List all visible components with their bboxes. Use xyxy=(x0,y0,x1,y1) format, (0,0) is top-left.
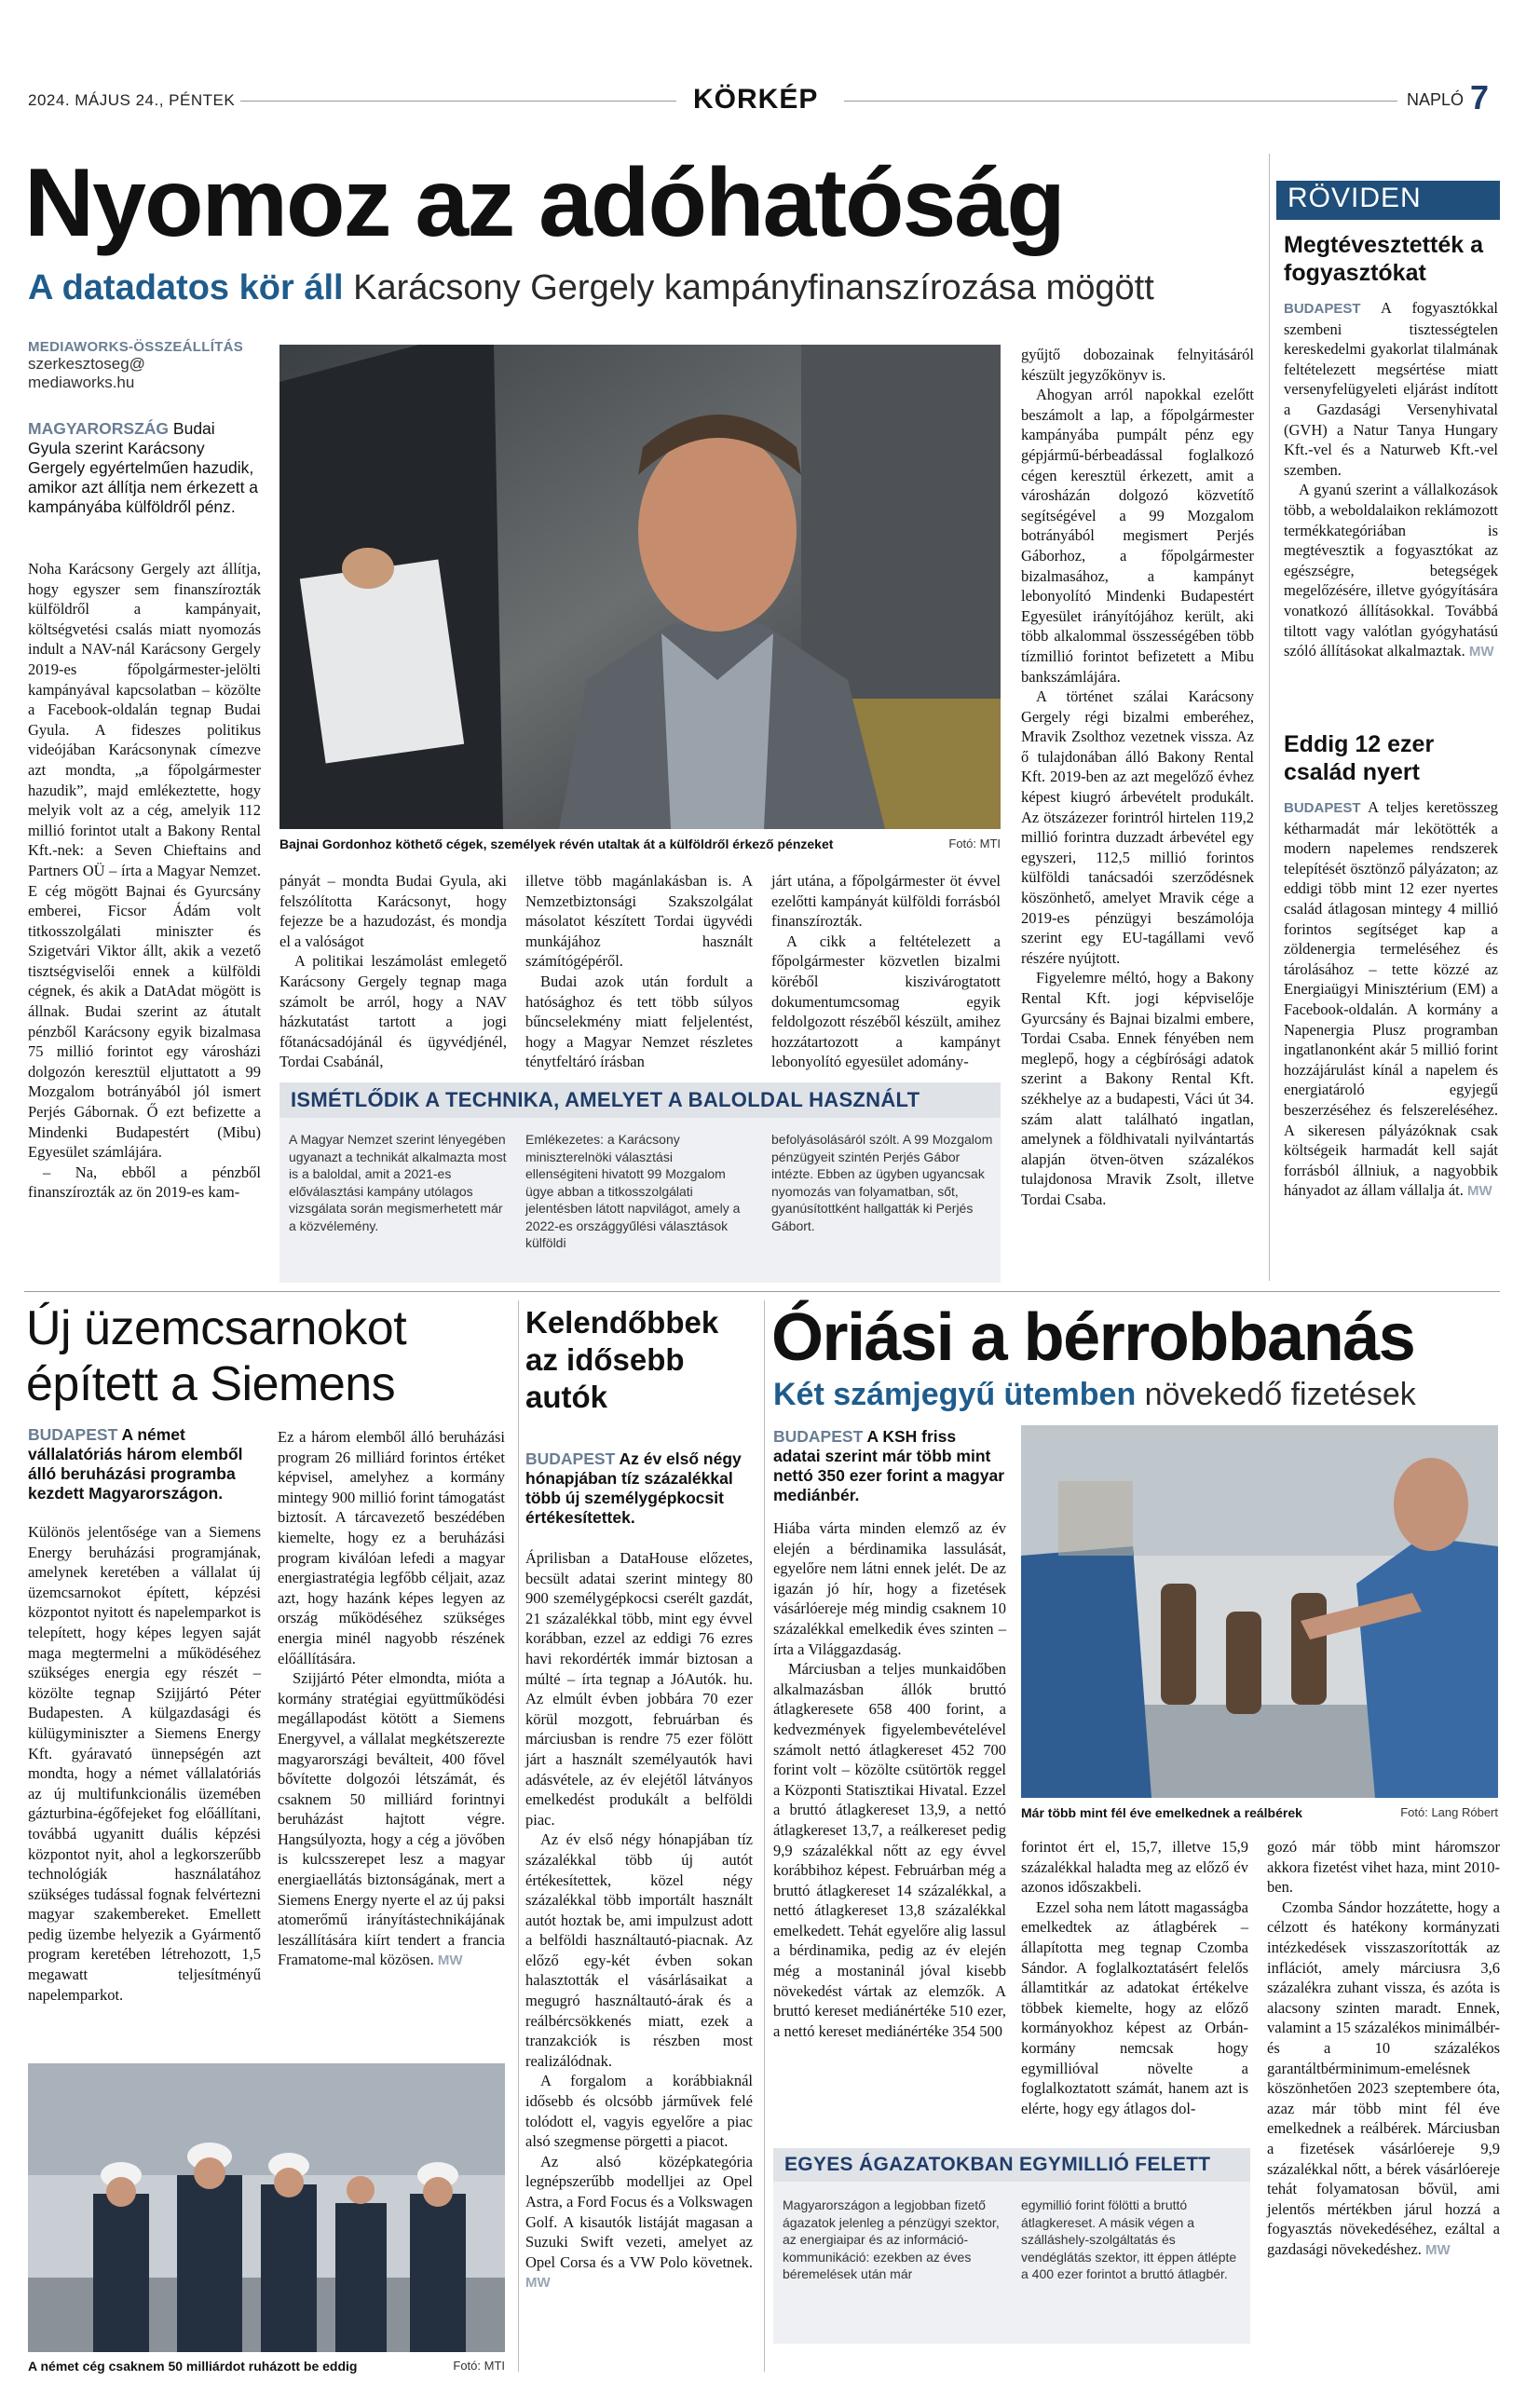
main-col5 xyxy=(1021,345,1254,1210)
main-lead-text: Budai Gyula szerint Karácsony Gergely egyértelműen hazudik, amikor azt állítja nem érkezett a kampányába külföldről pénz. xyxy=(28,419,259,516)
wages-photo-image xyxy=(1021,1425,1498,1798)
wages-photo-caption-text: Már több mint fél éve emelkednek a reálbérek xyxy=(1021,1805,1302,1820)
wages-col3 xyxy=(1267,1837,1500,2260)
sidebar-item2-text: A teljes keretösszeg kétharmadát már lekötötték a modern napelemes rendszerek telepítését ösztönző pályázaton; az eddigi több mint 12 ezer nyertes család átlagosan mintegy 4 millió forintos segítséget kap a zöldenergia termeléséhez és tárolásához – tette közzé az Energiaügyi Minisztérium (EM) a Facebook-oldalán. A kormány a Napenergia Plusz programban ingatlanonként akár 5 millió forint hozzájárulást kínál a napelem és energiatároló egyjegű beszerzéséhez és felszereléséhez. A sikeresen pályázóknak csak költségeik harmadát kell saját forrásból állniuk, a nagyobbik hányadot az állam vállalja át. xyxy=(1284,798,1498,1200)
sidebar-item1-p1 xyxy=(1284,298,1498,480)
siemens-lead xyxy=(28,1425,261,1503)
siemens-col1 xyxy=(28,1522,261,2005)
cars-sig: MW xyxy=(525,2275,551,2292)
main-col1-p1: Noha Karácsony Gergely azt állítja, hogy egyszer sem finanszírozták külföldről a kampányait, költségvetési csalás miatt nyomozás indult a NAV-nál Karácsony Gergely 2019-es főpolgármester-jelölti kampányával kapcsolatban – közölte a Facebook-oldalán tegnap Budai Gyula. A fideszes politikus videójában Karácsonynak címezve azt mondta, „a főpolgármester hazudik”, majd emlékeztette, hogy melyik volt az a cég, amelyik 112 millió forintot utalt a Bakony Rental Kft.-nek: a Seven Chieftains and Partners OÜ – írta a Magyar Nemzet. E cég mögött Bajnai és Gyurcsány emberei, Ficsor Ádám volt titkosszolgálati miniszter és Szigetvári Viktor állt, akik a vezető tisztségviselői ennek a külföldi cégnek, és akik a DatAdat mögött is állnak. Budai szerint az átutalt pénzből Karácsony egyik bizalmasa 75 millió forintot egy városházi dolgozón keresztül eljuttatott a 99 Mozgalom botrányából jól ismert Perjés Gábornak. Ő ezt befizette a Mindenki Budapestért (Mibu) Egyesület számlájára. xyxy=(28,560,261,1162)
sidebar-item1-p2 xyxy=(1284,480,1498,661)
wages-photo-credit: Fotó: Lang Róbert xyxy=(1400,1805,1498,1819)
siemens-lead-text: A német vállalatóriás három elemből álló beruházási programba kezdett Magyarországon. xyxy=(28,1425,243,1503)
main-col4-p2: A cikk a feltételezett a főpolgármester közvetlen bizalmi köréből kiszivárogtatott dokumentumcsomag egyik feldolgozott részéből készült, amihez hozzátartozott a kampányt lebonyolító egyesület adomány- xyxy=(771,932,1001,1071)
main-info-box xyxy=(279,1082,1001,1283)
main-col1 xyxy=(28,559,261,1203)
cars-p4-text: Az alsó középkategória legnépszerűbb modelljei az Opel Astra, a Ford Focus és a Volkswagen Golf. A kisautók listáját magasan a Suzuki Swift vezeti, amelyet az Opel Corsa és a VW Polo követnek. xyxy=(525,2152,753,2271)
siemens-col2 xyxy=(278,1427,505,1971)
wages-subhead-bold: Két számjegyű ütemben xyxy=(773,1377,1137,1412)
wages-lead-place: BUDAPEST xyxy=(773,1427,864,1446)
cars-body xyxy=(525,1548,753,2293)
main-subhead xyxy=(28,268,1154,308)
main-col4-p1: járt utána, a főpolgármester öt évvel ezelőtti kampányát külföldi forrásból finanszírozták. xyxy=(771,872,1001,931)
cars-lead xyxy=(525,1449,753,1528)
main-col5-p1: gyűjtő dobozainak felnyitásáról készült jegyzőkönyv is. xyxy=(1021,346,1254,384)
section-divider xyxy=(24,1291,1500,1292)
wages-col1 xyxy=(773,1518,1006,2041)
siemens-col2-p1: Ez a három elemből álló beruházási program 26 milliárd forintos értéket képvisel, amelyhez a kormány mintegy 900 millió forint támogatást biztosít. A tárcavezető beszédében kiemelte, hogy ez a beruházási program kiválóan lefedi a magyar energiastratégia legfőbb céljait, azaz azt, hogy hazánk képes legyen az ország működéséhez szükséges energia minél nagyobb részének előállítására. xyxy=(278,1428,505,1667)
sidebar-item2-p1 xyxy=(1284,797,1498,1202)
cars-p1: Áprilisban a DataHouse előzetes, becsült adatai szerint mintegy 80 900 személygépkocsi cserélt gazdát, 21 százalékkal több, mint egy évvel korábban, ezzel az eddigi 76 ezres havi rekordérték immár biztosan a múlté – írta tegnap a JóAutók. hu. Az elmúlt évben jobbára 70 ezer körül mozgott, februárban és márciusban is rendre 75 ezer fölött járt a használt személyautók havi adásvétele, az év elejétől látványos emelkedést produkált a belföldi piac. xyxy=(525,1549,753,1829)
main-col3-p2: Budai azok után fordult a hatósághoz és tett több súlyos bűncselekmény miatt feljelentést, hogy a Magyar Nemzet részletes ténytfeltáró írásban xyxy=(525,972,753,1071)
wages-subhead xyxy=(773,1377,1416,1413)
main-col4 xyxy=(771,871,1001,1072)
sidebar-item1-body xyxy=(1284,298,1498,662)
cars-lead-place: BUDAPEST xyxy=(525,1449,616,1468)
cars-headline: Kelendőbbek az idősebb autók xyxy=(525,1305,719,1414)
wages-subhead-rest: növekedő fizetések xyxy=(1136,1377,1416,1412)
main-info-box-title: ISMÉTLŐDIK A TECHNIKA, AMELYET A BALOLDAL HASZNÁLT xyxy=(279,1082,1001,1118)
wages-c1-p2: Márciusban a teljes munkaidőben alkalmazásban állók bruttó átlagkeresete 658 400 forint, a kedvezmények figyelembevételével számolt nettó átlagkereset 452 700 forint volt – közölte csütörtök reggel a Központi Statisztikai Hivatal. Ezzel a bruttó átlagkereset 13,9, a nettó átlagkereset 13,7, a reálkereset pedig 9,9 százalékkal nőtt az egy évvel korábbihoz képest. Februárban még a bruttó átlagkereset 14 százalékkal, a nettó átlagkereset 13,8 százalékkal emelkedett. Tehát egyelőre alig lassul a bérdinamika, pedig az év elején még a mostaninál jóval kisebb növekedést vártak az elemzők. A bruttó kereset mediánértéke 510 ezer, a nettó kereset mediánértéke 354 500 xyxy=(773,1660,1006,2040)
wages-lead xyxy=(773,1427,1006,1505)
main-headline: Nyomoz az adóhatóság xyxy=(24,149,1064,257)
wages-sig: MW xyxy=(1424,2241,1451,2258)
main-photo-image xyxy=(279,345,1001,829)
main-info-box-col3: befolyásolásáról szólt. A 99 Mozgalom pénzügyeit szintén Perjés Gábor intézte. Ebben az ügyben ugyancsak nyomozás van folyamatban, sőt, gyanúsítottként hallgatták ki Perjés Gábort. xyxy=(771,1132,993,1233)
main-col3 xyxy=(525,871,753,1072)
main-col5-p3: A történet szálai Karácsony Gergely régi bizalmi emberéhez, Mravik Zsolthoz vezetnek vissza. Az ő tulajdonában álló Bakony Rental Kft. 2019-ben az azt megelőző évhez képest kiugró árbevételt produkált. Az ötszázezer forintról hirtelen 119,2 millió forintra duzzadt árbevétel egy egyszeri, 112,5 millió forintos külföldi tanácsadói szerződésnek köszönhető, amelyet Mravik cége a 2019-es pénzügyi beszámolója szerint egy EU-tagállami vevő részére nyújtott. xyxy=(1021,687,1254,967)
sidebar-item1-text2: A gyanú szerint a vállalkozások több, a weboldalaikon reklámozott termékkategóriában is megtévesztik a fogyasztókat az egészségre, betegségek megelőzésére, illetve gyógyítására vonatkozó állításokkal. Továbbá tiltott vagy valótlan gyógyhatású szóló állításokat alkalmaztak. xyxy=(1284,481,1498,660)
wages-info-box-col2: egymillió forint fölötti a bruttó átlagkereset. A másik végen a szálláshely-szolgáltatás és vendéglátás szektor, itt éppen átlépte a 400 ezer forintot a bruttó átlagbér. xyxy=(1021,2197,1237,2281)
sidebar-item2-place: BUDAPEST xyxy=(1284,800,1361,816)
wages-col2 xyxy=(1021,1837,1248,2118)
wages-photo-caption xyxy=(1021,1805,1498,1820)
siemens-headline: Új üzemcsarnokot épített a Siemens xyxy=(26,1301,407,1411)
siemens-col1-p1: Különös jelentősége van a Siemens Energy beruházási programjának, amelynek keretében a vállalat új üzemcsarnokot épített, képzési központot nyitott és napelemparkot is telepített, hogy képes legyen saját maga megtermelni a működéséhez szükséges energia egy részét – közölte tegnap Szijjártó Péter Budapesten. A külgazdasági és külügyminiszter a Siemens Energy Kft. gyáravató ünnepségén azt mondta, hogy a német vállalatóriás az új multifunkcionális üzemében gázturbina-égőfejeket fog előállítani, továbbá ugyanitt duális képzési központot nyit, ahol a legkorszerűbb technológiák használatához szükséges tudással fognak felvértezni magyar szakembereket. Emellett pedig üzembe helyezik a Gyármentő program keretében létrehozott, 1,5 megawatt teljesítményű napelemparkot. xyxy=(28,1523,261,2004)
siemens-col2-p2 xyxy=(278,1668,505,1971)
siemens-photo-credit: Fotó: MTI xyxy=(453,2359,505,2373)
wages-c2-p1: forintot ért el, 15,7, illetve 15,9 százalékkal haladta meg az előző év azonos időszakbeli. xyxy=(1021,1838,1248,1897)
header-rule-right xyxy=(844,101,1397,102)
wages-photo xyxy=(1021,1425,1498,1798)
wages-c3-p2 xyxy=(1267,1898,1500,2261)
sidebar-item1-text: A fogyasztókkal szembeni tisztességtelen kereskedelmi gyakorlat tilalmának feltételezett megsértése miatt versenyfelügyeleti eljárást indított a Gazdasági Versenyhivatal (GVH) a Natur Tanya Hungary Kft.-vel és a Naturweb Kft.-vel szemben. xyxy=(1284,299,1498,479)
siemens-col2-p2-text: Szijjártó Péter elmondta, mióta a kormány stratégiai együttműködési megállapodást kötött a Siemens Energyvel, a vállalat megkétszerezte magyarországi beválteit, 400 fővel bővítette dolgozói létszámát, és csaknem 50 milliárd forintnyi beruházást hajtott végre. Hangsúlyozta, hogy a cég a jövőben is kulcsszerepet lesz a magyar energiaellátás biztonságának, mert a Siemens Energy nyerte el az új paksi atomerőmű irányítástechnikájának leszállítására kiírt tendert a francia Framatome-mal közösen. xyxy=(278,1669,505,1969)
main-col5-p2: Ahogyan arról napokkal ezelőtt beszámolt a lap, a főpolgármester kampányába pumpált pénz egy gépjármű-bérbeadással foglalkozó cégen keresztül érkezett, amit a városházán dolgozó közvetítő segítségével a 99 Mozgalom botrányából megismert Perjés Gáborhoz, a főpolgármester bizalmasához, a kampányt lebonyolító Mindenki Budapestért Egyesület irányítójához került, aki több alkalommal összességében több tízmillió forintot befizetett a Mibu bankszámlájára. xyxy=(1021,386,1254,686)
main-col5-p4: Figyelemre méltó, hogy a Bakony Rental Kft. jogi képviselője Gyurcsány és Bajnai bizalmi embere, Tordai Csaba. Ennek fényében nem meglepő, hogy a cégbírósági adatok szerint a Bakony Rental Kft. székhelye az a budapesti, Váci út 34. szám alatt található ingatlan, amelynek a földhivatali nyilvántartás alapján ötven-ötven százalékos tulajdonosa Mravik Zsolt, illetve Tordai Csaba. xyxy=(1021,969,1254,1208)
main-lead xyxy=(28,419,261,517)
page-number: 7 xyxy=(1470,78,1490,116)
cars-p2: Az év első négy hónapjában tíz százalékkal több új autót értékesítettek, közel négy százalékkal több importált használt autót hoztak be, ami impulzust adott a belföldi használtautó-piacnak. Az előző egy-két évben sokan halasztották el vásárlásaikat a megugró használtautó-árak és a reálbércsökkenés miatt, ezek a tranzakciók is részben most realizálódnak. xyxy=(525,1830,753,2070)
paper-name: NAPLÓ xyxy=(1407,90,1465,109)
sidebar-item2-headline: Eddig 12 ezer család nyert xyxy=(1284,731,1435,785)
main-photo-caption-text: Bajnai Gordonhoz köthető cégek, személyek révén utaltak át a külföldről érkező pénzeket xyxy=(279,837,834,851)
main-info-box-col1: A Magyar Nemzet szerint lényegében ugyanazt a technikát alkalmazta most is a baloldal, amit a 2021-es előválasztási kampány utólagos vizsgálata során megismerhetett már a közvélemény. xyxy=(289,1132,507,1233)
sidebar-item2-sig: MW xyxy=(1467,1183,1492,1200)
siemens-photo-caption xyxy=(28,2359,505,2374)
sidebar-rule xyxy=(1269,154,1270,1281)
cars-p4 xyxy=(525,2152,753,2293)
main-subhead-rest: Karácsony Gergely kampányfinanszírozása mögött xyxy=(343,268,1154,307)
siemens-photo-caption-text: A német cég csaknem 50 milliárdot ruházott be eddig xyxy=(28,2359,358,2374)
sidebar-item2-body xyxy=(1284,797,1498,1202)
main-col2-p2: A politikai leszámolást emlegető Karácsony Gergely tegnap maga számolt be arról, hogy a NAV házkutatást tartott a jogi főtanácsadójánál és ügyvédjénél, Tordai Csabánál, xyxy=(279,952,507,1071)
main-lead-place: MAGYARORSZÁG xyxy=(28,419,170,438)
main-col2 xyxy=(279,871,507,1072)
cars-p3: A forgalom a korábbiaknál idősebb és olcsóbb járművek felé tolódott el, vagyis egyelőre a piac alsó szegmense pörgetti a piacot. xyxy=(525,2072,753,2151)
main-col2-p1: pányát – mondta Budai Gyula, aki felszólította Karácsonyt, hogy fejezze be a hazudozást, és mondja el a valóságot xyxy=(279,872,507,950)
wages-lead-text: A KSH friss adatai szerint már több mint nettó 350 ezer forint a magyar mediánbér. xyxy=(773,1427,1004,1504)
main-photo-credit: Fotó: MTI xyxy=(948,837,1001,850)
header-rule-left xyxy=(240,101,676,102)
wages-info-box-col1: Magyarországon a legjobban fizető ágazatok jelenleg a pénzügyi szektor, az energiaipar és az információ-kommunikáció: ezekben az éves béremelések után már xyxy=(783,2197,1000,2281)
sidebar-title: RÖVIDEN xyxy=(1276,181,1500,220)
cars-rule xyxy=(518,1300,519,2372)
siemens-photo xyxy=(28,2063,505,2352)
sidebar-item1-sig: MW xyxy=(1468,644,1494,660)
sidebar-item1-headline: Megtévesztették a fogyasztókat xyxy=(1284,232,1483,286)
wages-c2-p2: Ezzel soha nem látott magasságba emelkedtek az átlagbérek – állapította meg tegnap Czomba Sándor. A foglalkoztatásért felelős államtitkár az adatokat értékelve többek kiemelte, hogy az előző kormányokhoz képest az Orbán-kormány nemcsak hogy egymillióval növelte a foglalkoztatott számát, hanem azt is elérte, hogy egy átlagos dol- xyxy=(1021,1898,1248,2117)
byline xyxy=(28,339,261,392)
main-photo xyxy=(279,345,1001,829)
section-title: KÖRKÉP xyxy=(693,84,819,115)
wages-info-box-title: EGYES ÁGAZATOKBAN EGYMILLIÓ FELETT xyxy=(773,2148,1250,2182)
wages-c3-p1: gozó már több mint háromszor akkora fizetést vihet haza, mint 2010-ben. xyxy=(1267,1838,1500,1897)
wages-rule xyxy=(764,1300,765,2372)
wages-c1-p1: Hiába várta minden elemző az év elején a bérdinamika lassulását, egyelőre nem látni ennek jelét. De az igazán jó hír, hogy a fizetések vásárlóereje még mindig csaknem 10 százalékkal emelkedik éves szinten – írta a Világgazdaság. xyxy=(773,1519,1006,1658)
wages-c3-p2-text: Czomba Sándor hozzátette, hogy a célzott és hatékony kormányzati intézkedések visszaszorították az inflációt, amely márciusra 3,6 százalékra zuhant vissza, és azóta is alacsony szinten maradt. Ennek, valamint a 15 százalékos minimálbér- és a 10 százalékos garantáltbérminimum-emelésnek köszönhetően 2023 szeptembere óta, azaz már több mint fél éve emelkednek a reálbérek. Márciusban a fizetések vásárlóereje 9,9 százalékkal nőtt, a bérek vásárlóereje tehát folyamatosan bővül, ami jelentős mértékben járul hozzá a fogyasztás növekedéséhez, ezáltal a gazdasági növekedéshez. xyxy=(1267,1898,1500,2258)
main-photo-caption xyxy=(279,837,1001,851)
main-col3-p1: illetve több magánlakásban is. A Nemzetbiztonsági Szakszolgálat másolatot készített Tordai ügyvédi munkájához használt számítógépéről. xyxy=(525,872,753,971)
page-date: 2024. MÁJUS 24., PÉNTEK xyxy=(28,91,236,109)
sidebar-item1-place: BUDAPEST xyxy=(1284,301,1361,317)
siemens-sig: MW xyxy=(437,1952,463,1969)
cars-lead-text: Az év első négy hónapjában tíz százalékkal több új személygépkocsit értékesítettek. xyxy=(525,1449,742,1527)
main-col1-p2: – Na, ebből a pénzből finanszírozták az ön 2019-es kam- xyxy=(28,1163,261,1202)
wages-headline: Óriási a bérrobbanás xyxy=(771,1300,1415,1375)
byline-email: szerkesztoseg@ mediaworks.hu xyxy=(28,355,145,391)
siemens-photo-image xyxy=(28,2063,505,2352)
main-info-box-col2: Emlékezetes: a Karácsony miniszterelnöki választási ellenségiteni hivatott 99 Mozgalom ügye abban a titkosszolgálati jelentésben látott napvilágot, amely a 2022-es országgyűlési választások külföldi xyxy=(525,1132,741,1250)
byline-org: MEDIAWORKS-ÖSSZEÁLLÍTÁS xyxy=(28,339,244,355)
siemens-lead-place: BUDAPEST xyxy=(28,1425,118,1444)
wages-info-box xyxy=(773,2148,1250,2344)
main-subhead-bold: A datadatos kör áll xyxy=(28,268,344,307)
